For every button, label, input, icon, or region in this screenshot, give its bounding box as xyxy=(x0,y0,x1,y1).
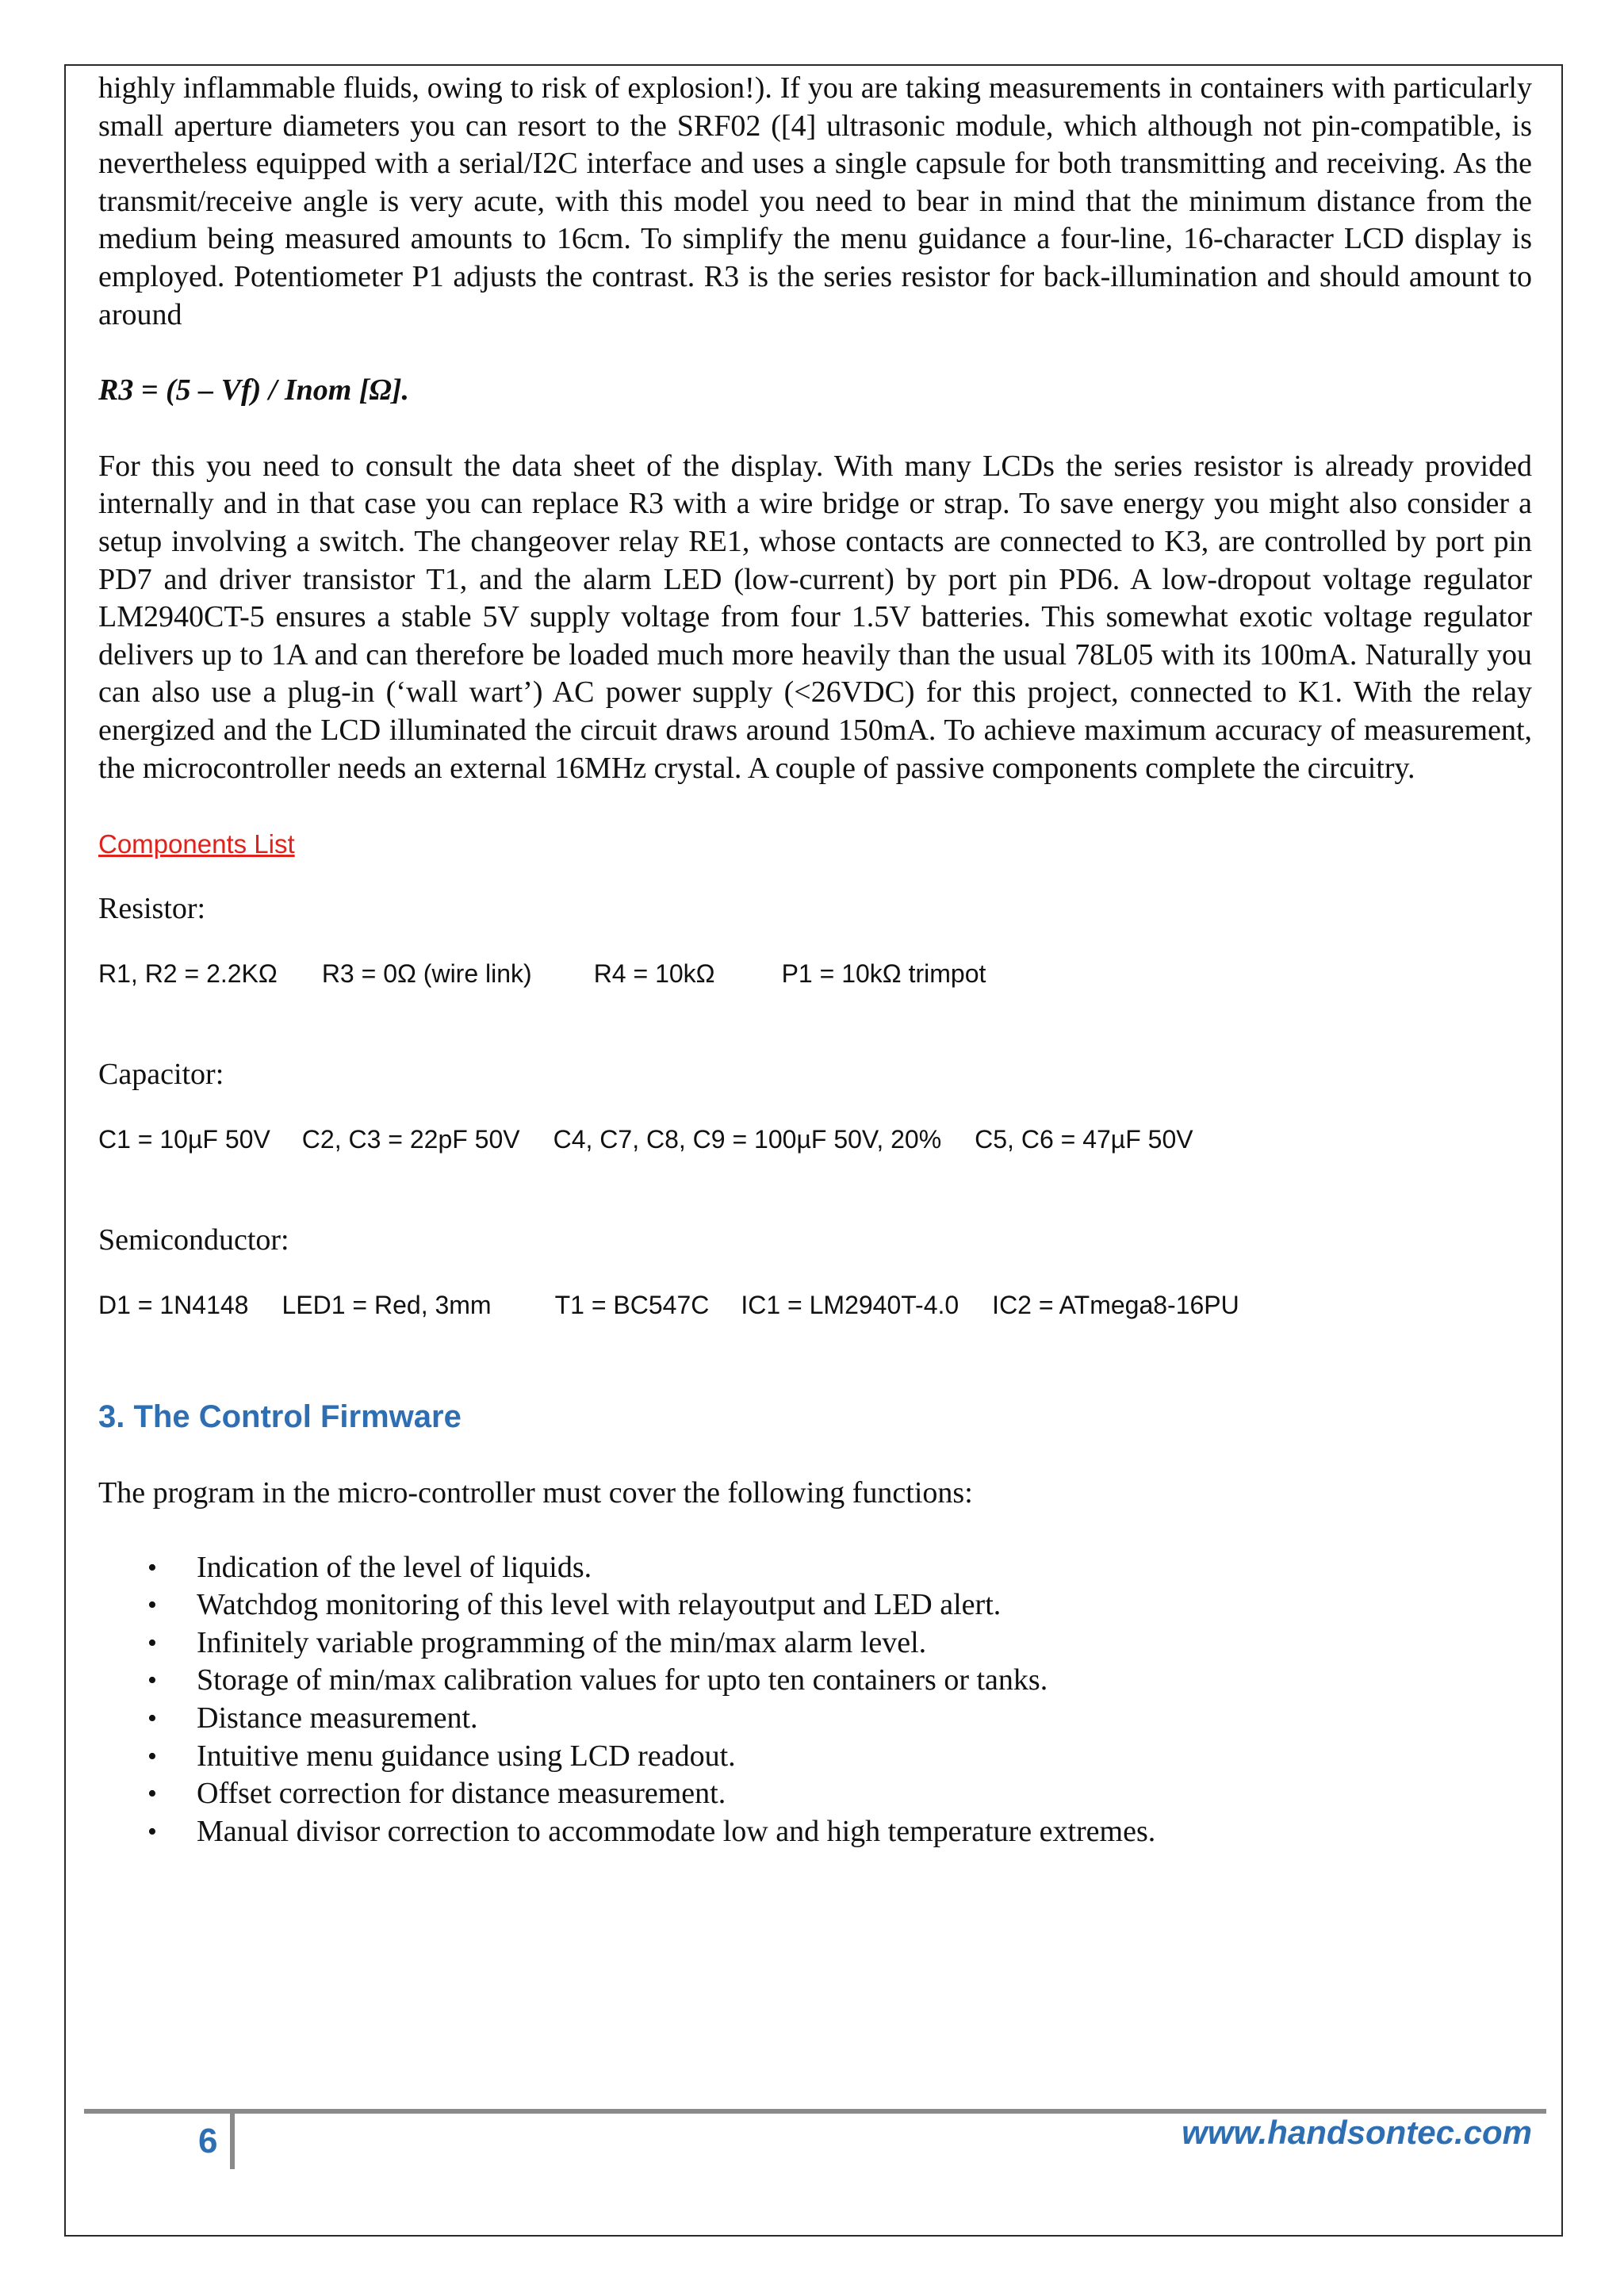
list-item xyxy=(98,1662,1532,1700)
list-item xyxy=(98,1775,1532,1813)
feature-text: Distance measurement. xyxy=(197,1701,478,1735)
page-content xyxy=(98,70,1532,1850)
components-list-heading: Components List xyxy=(98,829,295,859)
semiconductor-item: IC1 = LM2940T-4.0 xyxy=(741,1291,959,1320)
bullet-icon: • xyxy=(147,1741,157,1771)
bullet-icon: • xyxy=(147,1704,157,1734)
semiconductor-item: D1 = 1N4148 xyxy=(98,1291,249,1320)
feature-text: Indication of the level of liquids. xyxy=(197,1550,592,1584)
bullet-icon: • xyxy=(147,1628,157,1658)
feature-text: Storage of min/max calibration values for upto ten containers or tanks. xyxy=(197,1663,1048,1697)
firmware-intro: The program in the micro-controller must cover the following functions: xyxy=(98,1476,973,1510)
semiconductor-list xyxy=(98,1288,1532,1322)
semiconductor-item: T1 = BC547C xyxy=(554,1291,710,1320)
feature-text: Watchdog monitoring of this level with relayoutput and LED alert. xyxy=(197,1588,1002,1622)
formula-r3: R3 = (5 – Vf) / Inom [Ω]. xyxy=(98,373,410,408)
feature-text: Manual divisor correction to accommodate low and high temperature extremes. xyxy=(197,1814,1156,1848)
bullet-icon: • xyxy=(147,1666,157,1696)
list-item xyxy=(98,1586,1532,1624)
resistor-item: R1, R2 = 2.2KΩ xyxy=(98,959,278,989)
resistor-item: R4 = 10kΩ xyxy=(593,959,715,989)
resistor-list xyxy=(98,956,1532,991)
paragraph-relay: For this you need to consult the data sheet of the display. With many LCDs the series resistor is already provided internally and in that case you can replace R3 with a wire bridge or strap. To save energy you might also consider a setup involving a switch. The changeover relay RE1, whose contacts are connected to K3, are controlled by port pin PD7 and driver transistor T1, and the alarm LED (low-current) by port pin PD6. A low-dropout voltage regulator LM2940CT-5 ensures a stable 5V supply voltage from four 1.5V batteries. This somewhat exotic voltage regulator delivers up to 1A and can therefore be loaded much more heavily than the usual 78L05 with its 100mA. Naturally you can also use a plug-in (‘wall wart’) AC power supply (<26VDC) for this project, connected to K1. With the relay energized and the LCD illuminated the circuit draws around 150mA. To achieve maximum accuracy of measurement, the microcontroller needs an external 16MHz crystal. A couple of passive components complete the circuitry. xyxy=(98,449,1532,785)
bullet-icon: • xyxy=(147,1816,157,1846)
capacitor-title: Capacitor: xyxy=(98,1058,224,1092)
semiconductor-item: IC2 = ATmega8-16PU xyxy=(992,1291,1239,1320)
feature-text: Infinitely variable programming of the min/max alarm level. xyxy=(197,1625,927,1659)
page-number-divider xyxy=(230,2114,235,2169)
list-item xyxy=(98,1738,1532,1776)
capacitor-list xyxy=(98,1122,1532,1157)
bullet-icon: • xyxy=(147,1779,157,1809)
capacitor-item: C4, C7, C8, C9 = 100µF 50V, 20% xyxy=(553,1125,942,1154)
capacitor-item: C5, C6 = 47µF 50V xyxy=(975,1125,1193,1154)
resistor-item: R3 = 0Ω (wire link) xyxy=(321,959,532,989)
semiconductor-item: LED1 = Red, 3mm xyxy=(282,1291,492,1320)
feature-text: Intuitive menu guidance using LCD readout. xyxy=(197,1739,736,1773)
page-number: 6 xyxy=(198,2122,218,2160)
website-link[interactable]: www.handsontec.com xyxy=(1182,2114,1532,2151)
firmware-feature-list xyxy=(98,1549,1532,1851)
bullet-icon: • xyxy=(147,1590,157,1621)
bullet-icon: • xyxy=(147,1552,157,1582)
paragraph-intro: highly inflammable fluids, owing to risk of explosion!). If you are taking measurements in containers with particularly small aperture diameters you can resort to the SRF02 ([4] ultrasonic module, which although not pin-compatible, is nevertheless equipped with a serial/I2C interface and uses a single capsule for both transmitting and receiving. As the transmit/receive angle is very acute, with this model you need to bear in mind that the minimum distance from the medium being measured amounts to 16cm. To simplify the menu guidance a four-line, 16-character LCD display is employed. Potentiometer P1 adjusts the contrast. R3 is the series resistor for back-illumination and should amount to around xyxy=(98,71,1532,331)
list-item xyxy=(98,1813,1532,1851)
feature-text: Offset correction for distance measurement. xyxy=(197,1777,726,1811)
resistor-title: Resistor: xyxy=(98,892,206,926)
capacitor-item: C2, C3 = 22pF 50V xyxy=(301,1125,520,1154)
semiconductor-title: Semiconductor: xyxy=(98,1223,289,1257)
list-item xyxy=(98,1700,1532,1738)
resistor-item: P1 = 10kΩ trimpot xyxy=(781,959,986,989)
section-heading-control-firmware: 3. The Control Firmware xyxy=(98,1399,462,1435)
list-item xyxy=(98,1624,1532,1663)
list-item xyxy=(98,1549,1532,1587)
capacitor-item: C1 = 10µF 50V xyxy=(98,1125,270,1154)
